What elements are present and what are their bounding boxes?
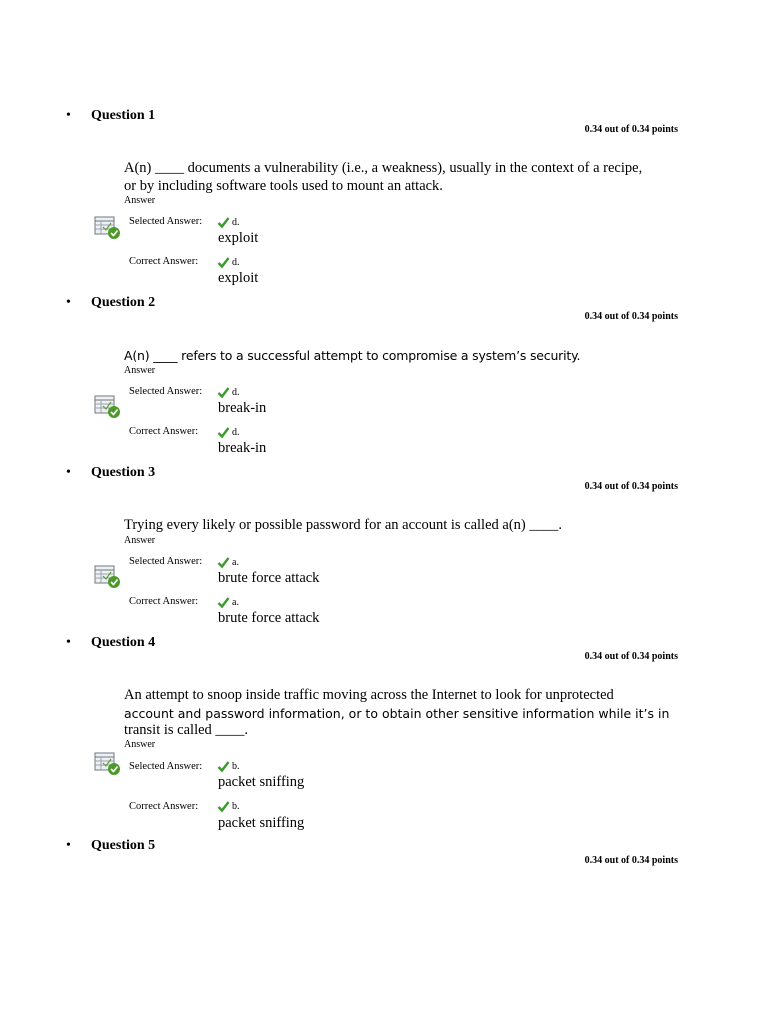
correct-answer-value: packet sniffing <box>218 815 305 831</box>
correct-check-icon <box>217 386 230 399</box>
graded-correct-icon <box>94 216 121 240</box>
correct-check-icon <box>217 800 230 813</box>
correct-check-icon <box>217 426 230 439</box>
question-text-line: Trying every likely or possible password for an account is called a(n) ____. <box>124 517 562 533</box>
question-text-line: account and password information, or to obtain other sensitive information while it’s in <box>124 705 670 721</box>
correct-answer-value: brute force attack <box>218 610 320 626</box>
selected-answer-label: Selected Answer: <box>129 216 203 227</box>
question-title: Question 4 <box>91 635 156 650</box>
graded-correct-icon <box>94 565 121 589</box>
correct-check-icon <box>217 216 230 229</box>
correct-answer-label: Correct Answer: <box>129 426 199 437</box>
question-title: Question 1 <box>91 108 156 123</box>
question-text <box>124 517 684 535</box>
question-title: Question 3 <box>91 465 156 480</box>
points-score: 0.34 out of 0.34 points <box>584 481 678 492</box>
bullet: • <box>66 635 71 650</box>
correct-answer-label: Correct Answer: <box>129 596 199 607</box>
bullet: • <box>66 465 71 480</box>
question-text-line: or by including software tools used to mount an attack. <box>124 177 443 194</box>
answer-label: Answer <box>124 535 156 546</box>
answer-label: Answer <box>124 195 156 206</box>
correct-check-icon <box>217 760 230 773</box>
selected-answer-value: exploit <box>218 230 259 246</box>
selected-answer-value: brute force attack <box>218 570 320 586</box>
bullet: • <box>66 108 71 123</box>
correct-answer-letter: d. <box>232 427 240 438</box>
question-title: Question 5 <box>91 838 156 853</box>
bullet: • <box>66 838 71 853</box>
selected-answer-value: packet sniffing <box>218 774 305 790</box>
question-title: Question 2 <box>91 295 156 310</box>
correct-answer-value: exploit <box>218 270 259 286</box>
answer-label: Answer <box>124 739 156 750</box>
correct-check-icon <box>217 556 230 569</box>
correct-answer-value: break-in <box>218 440 267 456</box>
correct-check-icon <box>217 256 230 269</box>
points-score: 0.34 out of 0.34 points <box>584 651 678 662</box>
question-text-line: A(n) ____ documents a vulnerability (i.e., a weakness), usually in the context of a recipe, <box>124 160 643 176</box>
bullet: • <box>66 295 71 310</box>
selected-answer-letter: b. <box>232 761 240 772</box>
points-score: 0.34 out of 0.34 points <box>584 124 678 135</box>
correct-answer-letter: b. <box>232 801 240 812</box>
correct-answer-letter: a. <box>232 597 239 608</box>
question-text-line: transit is called ____. <box>124 722 249 738</box>
correct-answer-letter: d. <box>232 257 240 268</box>
points-score: 0.34 out of 0.34 points <box>584 855 678 866</box>
selected-answer-label: Selected Answer: <box>129 386 203 397</box>
correct-check-icon <box>217 596 230 609</box>
selected-answer-label: Selected Answer: <box>129 556 203 567</box>
points-score: 0.34 out of 0.34 points <box>584 311 678 322</box>
selected-answer-label: Selected Answer: <box>129 761 203 772</box>
selected-answer-letter: a. <box>232 557 239 568</box>
graded-correct-icon <box>94 395 121 419</box>
question-text <box>124 160 684 195</box>
question-text-line: An attempt to snoop inside traffic moving across the Internet to look for unprotected <box>124 687 614 703</box>
correct-answer-label: Correct Answer: <box>129 256 199 267</box>
question-text <box>124 687 684 740</box>
correct-answer-label: Correct Answer: <box>129 801 199 812</box>
selected-answer-value: break-in <box>218 400 267 416</box>
selected-answer-letter: d. <box>232 387 240 398</box>
selected-answer-letter: d. <box>232 217 240 228</box>
question-text-line: A(n) ____ refers to a successful attempt to compromise a system’s security. <box>124 348 581 363</box>
graded-correct-icon <box>94 752 121 776</box>
answer-label: Answer <box>124 365 156 376</box>
question-text <box>124 347 684 365</box>
